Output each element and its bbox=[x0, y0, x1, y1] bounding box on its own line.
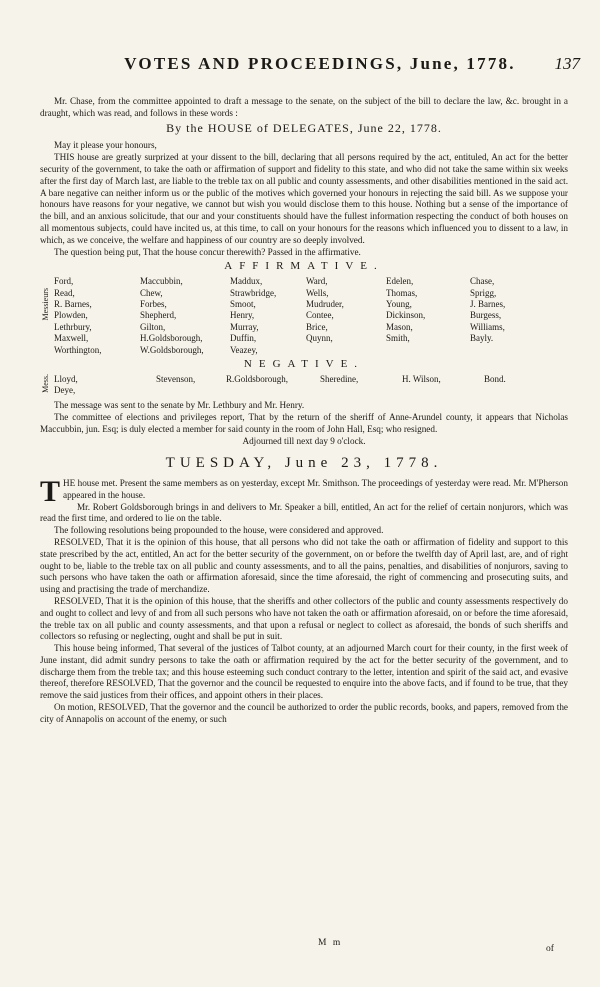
voter-name: Murray, bbox=[230, 321, 259, 332]
catchword: of bbox=[546, 944, 554, 954]
voter-name: Smith, bbox=[386, 333, 410, 344]
voter-name: Maccubbin, bbox=[140, 276, 183, 287]
affirmative-column bbox=[54, 276, 102, 356]
voter-name: Forbes, bbox=[140, 298, 167, 309]
voter-name: R.Goldsborough, bbox=[226, 373, 289, 384]
text-column bbox=[40, 96, 568, 726]
voter-name: Sheredine, bbox=[320, 373, 359, 384]
resolution-second: RESOLVED, That it is the opinion of this house, that the sheriffs and other collectors of the public and county assessments respectively do and ought to collect and levy of and from all such persons who have not taken the oath or affirmation aforesaid, on or before the time aforesaid, the treble tax on all public and county assessments, and that upon a refusal or neglect to collect as aforesaid, the bonds of such sheriffs and collectors so refusing or neglecting, ought and shall be put in suit. bbox=[40, 595, 568, 642]
voter-name: W.Goldsborough, bbox=[140, 344, 204, 355]
negative-column bbox=[320, 374, 358, 385]
voter-name: Williams, bbox=[470, 321, 505, 332]
affirmative-side-label: Messieurs bbox=[41, 288, 50, 321]
voter-name: Veazey, bbox=[230, 344, 258, 355]
voter-name: Maddux, bbox=[230, 276, 263, 287]
resolution-first: RESOLVED, That it is the opinion of this house, that all persons who did not take the oath or affirmation of fidelity and support to this state prescribed by the act, entitled, An act for the better security of the government, on or before the twelfth day of April last, are, and of right ought to be, liable to the treble tax on all public and county assessments, and to all the pains, penalties, and disabilities of nonjurors, saving to such persons who have taken the oath or affirmation aforesaid, since the time aforesaid, the right of commencing and prosecuting suits, and using and practising the trade of merchandize. bbox=[40, 536, 568, 595]
voter-name: Burgess, bbox=[470, 310, 502, 321]
header-title: VOTES AND PROCEEDINGS, June, 1778. bbox=[124, 54, 516, 73]
voter-name: Deye, bbox=[54, 385, 76, 396]
affirmative-list bbox=[40, 276, 568, 356]
voter-name: Shepherd, bbox=[140, 310, 177, 321]
resolutions-intro: The following resolutions being propounded to the house, were considered and approved. bbox=[54, 525, 384, 536]
voter-name: Read, bbox=[54, 287, 75, 298]
negative-column bbox=[156, 374, 195, 385]
affirmative-column bbox=[470, 276, 505, 344]
affirmative-column bbox=[386, 276, 425, 344]
affirmative-column bbox=[140, 276, 204, 356]
question-line: The question being put, That the house concur therewith? Passed in the affirmative. bbox=[54, 246, 361, 257]
voter-name: Lloyd, bbox=[54, 373, 78, 384]
voter-name: Dickinson, bbox=[386, 310, 426, 321]
negative-column bbox=[402, 374, 441, 385]
voter-name: Chew, bbox=[140, 287, 163, 298]
voter-name: Ward, bbox=[306, 276, 328, 287]
voter-name: Bayly. bbox=[470, 333, 494, 344]
by-house-line: By the HOUSE of DELEGATES, June 22, 1778. bbox=[166, 120, 442, 135]
elections-report: The committee of elections and privileges report, That by the return of the sheriff of Anne-Arundel county, it appears that Nicholas Maccubbin, jun. Esq; is duly elected a member for said county in the room of John Hall, Esq; who resigned. bbox=[40, 411, 568, 434]
message-paragraph: THIS house are greatly surprized at your dissent to the bill, declaring that all persons required by the act, entituled, An act for the better security of the government, to take the oath or affirmation of support and fidelity to this state, and who did not take the same within six weeks after the first day of March last, are liable to the treble tax on all public and county assessments, and other disabilities mentioned in the said act. A bare negative can neither inform us or the public of the motives which governed your honours in rejecting the said bill. As we suppose your honours have reasons for your negative, we cannot but wish you would disclose them to this house. Nothing but a sense of the importance of the bill, and an anxious solicitude, that our and your constituents should have the fullest information respecting the conduct of both houses on all momentous subjects, could have incited us, at this time, to call on your honours for the reasons which influenced you to dissent to a law, in which, as we conceive, the welfare and happiness of our country are so deeply involved. bbox=[40, 152, 568, 245]
voter-name: Sprigg, bbox=[470, 287, 497, 298]
voter-name: J. Barnes, bbox=[470, 298, 506, 309]
voter-name: Lethrbury, bbox=[54, 321, 92, 332]
voter-name: Contee, bbox=[306, 310, 334, 321]
signature-mark: M m bbox=[318, 938, 343, 948]
negative-column bbox=[54, 374, 78, 397]
voter-name: Smoot, bbox=[230, 298, 256, 309]
voter-name: Bond. bbox=[484, 373, 506, 384]
negative-list bbox=[40, 374, 568, 400]
voter-name: Plowden, bbox=[54, 310, 88, 321]
house-met-text: HE house met. Present the same members as on yesterday, except Mr. Smithson. The proceedings of yesterday were read. Mr. M'Pherson appeared in the house. bbox=[63, 477, 568, 500]
negative-column bbox=[484, 374, 506, 385]
voter-name: Ford, bbox=[54, 276, 74, 287]
message-sent-line: The message was sent to the senate by Mr. Lethbury and Mr. Henry. bbox=[54, 399, 305, 410]
voter-name: Mason, bbox=[386, 321, 413, 332]
voter-name: Stevenson, bbox=[156, 373, 196, 384]
drop-cap: T bbox=[40, 474, 61, 508]
voter-name: Duffin, bbox=[230, 333, 257, 344]
voter-name: Young, bbox=[386, 298, 412, 309]
voter-name: Brice, bbox=[306, 321, 328, 332]
talbot-paragraph: This house being informed, That several of the justices of Talbot county, at an adjourned March court for their county, in the first week of June instant, did admit sundry persons to take the oath or affirmation required by the act for the better security of the government, and to discharge them from the treble tax; and this house esteeming such conduct contrary to the letter, intention and spirit of the said act, and evasive thereof, therefore RESOLVED, That the governor and the council be requested to enquire into the above facts, and if found to be true, that they remove the said justices from their offices, and appoint others in their places. bbox=[40, 643, 568, 701]
voter-name: H.Goldsborough, bbox=[140, 333, 203, 344]
negative-heading: NEGATIVE. bbox=[243, 358, 365, 371]
voter-name: Mudruder, bbox=[306, 298, 344, 309]
affirmative-column bbox=[306, 276, 344, 344]
voter-name: H. Wilson, bbox=[402, 373, 441, 384]
running-header bbox=[100, 54, 580, 76]
voter-name: Wells, bbox=[306, 287, 329, 298]
affirmative-heading: AFFIRMATIVE. bbox=[224, 260, 384, 273]
voter-name: Henry, bbox=[230, 310, 255, 321]
adjourned-line: Adjourned till next day 9 o'clock. bbox=[242, 436, 366, 447]
voter-name: Strawbridge, bbox=[230, 287, 277, 298]
page-number: 137 bbox=[554, 54, 580, 73]
voter-name: Edelen, bbox=[386, 276, 414, 287]
voter-name: Chase, bbox=[470, 276, 495, 287]
bill-paragraph: Mr. Robert Goldsborough brings in and delivers to Mr. Speaker a bill, entitled, An act for the relief of certain nonjurors, which was read the first time, and ordered to lie on the table. bbox=[40, 501, 568, 524]
voter-name: Worthington, bbox=[54, 344, 102, 355]
tuesday-heading: TUESDAY, June 23, 1778. bbox=[165, 455, 443, 472]
negative-side-label: Mess. bbox=[41, 373, 50, 393]
affirmative-column bbox=[230, 276, 276, 356]
voter-name: Maxwell, bbox=[54, 333, 89, 344]
voter-name: R. Barnes, bbox=[54, 298, 92, 309]
motion-paragraph: On motion, RESOLVED, That the governor and the council be authorized to order the public records, books, and papers, removed from the city of Annapolis on account of the enemy, or such bbox=[40, 702, 568, 724]
house-met-paragraph bbox=[40, 474, 568, 508]
voter-name: Gilton, bbox=[140, 321, 166, 332]
voter-name: Quynn, bbox=[306, 333, 333, 344]
voter-name: Thomas, bbox=[386, 287, 418, 298]
negative-column bbox=[226, 374, 288, 385]
committee-paragraph: Mr. Chase, from the committee appointed to draft a message to the senate, on the subject of the bill to declare the law, &c. brought in a draught, which was read, and follows in these words : bbox=[40, 96, 568, 118]
salutation: May it please your honours, bbox=[54, 140, 157, 151]
